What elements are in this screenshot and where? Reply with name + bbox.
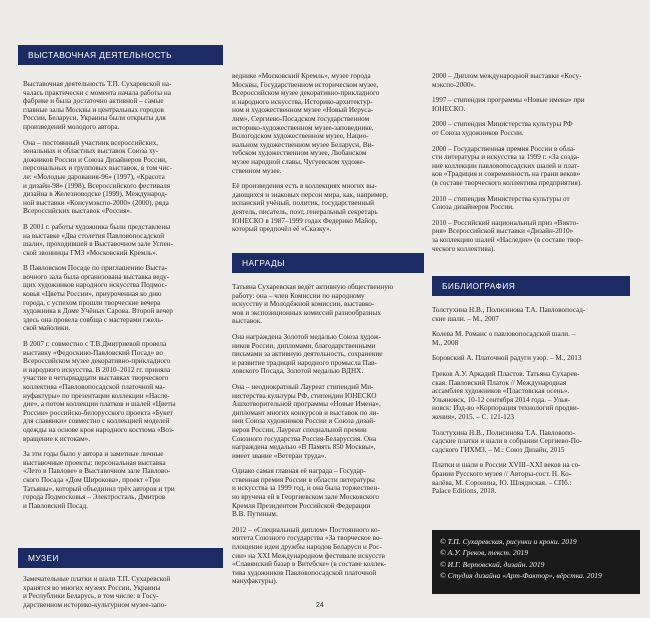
credits-box — [432, 530, 640, 594]
paragraph: В 2001 г. работы художника были представлены на выставке «Два столетия Павловопосадской шали», проходившей в Выставочном зале Успен- ской звонницы ГМЗ «Московский Кремль». — [23, 222, 174, 257]
section-header-exhibitions: ВЫСТАВОЧНАЯ ДЕЯТЕЛЬНОСТЬ — [18, 45, 223, 65]
credit-line: © Т.П. Сухаревская, рисунки и кроки. 2019 — [440, 537, 577, 546]
column-2-bottom — [232, 283, 424, 593]
section-header-museums: МУЗЕИ — [18, 548, 223, 568]
paragraph: веднике «Московский Кремль», музее города Москвы, Государственном историческом музее, Всероссийском музее декоративно-прикладного и народного искусства, Историко-архитектур- ном и художественном музее «Новый Иеруса- лим», Сергиево-Посадском государственном историко-художественном музее-заповеднике, Вологодском художественном музее, Нацио- нальном художественном музее Беларуси, Ви- тебском художественном музее, Любанском музее народной славы, Чугуевском художе- ственном музее. — [232, 72, 380, 175]
page-number: 24 — [316, 602, 324, 609]
bibliography-entry: Колева М. Романс о павловопосадской шали. – М., 2008 — [432, 330, 576, 347]
award-entry: 2000 – стипендия Министерства культуры РФ от Союза художников России. — [432, 120, 573, 137]
paragraph: Татьяна Сухаревская ведёт активную общественную работу: она – член Комиссии по народному искусству и Молодёжной комиссии, выставко- мов и экспозиционных комиссий разнообразных выставок. — [232, 283, 394, 326]
paragraph: Её произведения есть в коллекциях многих вы- дающихся и знаковых персон мира, как, например, испанский учёный, политик, государственный деятель, писатель, поэт, генеральный секретарь ЮНЕСКО в 1987–1999 годах Федерико Майор, который предпочёл её «Сказку». — [232, 182, 388, 234]
paragraph: Замечательные платки и шали Т.П. Сухаревской хранятся во многих музеях России, Украины и Республики Беларусь, в том числе: в Госу- дарственном историко-культурном музее-запо- — [23, 575, 171, 609]
paragraph: Однако самая главная её награда – Государ- ственная премия России в области литературы и искусства за 1999 год, и она была торжествен- но вручена ей в Георгиевском зале Московского Кремля Президентом Российской Федерации В.В. Путиным. — [232, 467, 380, 519]
bibliography-entry: Боровский А. Платочной радуги узор. – М., 2013 — [432, 354, 582, 363]
column-1-bottom — [23, 575, 223, 616]
bibliography-entry: Греков А.У. Аркадий Пластов. Татьяна Сухарев- ская. Павловский Платок // Международная ассамблея художников «Пластовская осень». Ульяновск, 10-12 сентября 2014 года. – Улья- новск: Изд-во «Корпорация технологий продви- жения», 2015. – С. 121-123 — [432, 369, 580, 421]
paragraph: Она – неоднократный Лауреат стипендий Ми- нистерства культуры РФ, стипендии ЮНЕСКО Ашхотворительной программы «Новые Имена», дипломант многих конкурсов и выставок по ли- нии Союза художников России и Союза дизай- неров России, Лауреат специальной премии Союзного государства Россия-Беларуссия. Она награждена медалью «В Память 850 Москвы», имеет звание «Ветеран труда». — [232, 382, 381, 460]
paragraph: За эти годы было у автора и заметные личные выставочные проекты: персональная выставка «Лето в Павлове» в Выставочном зале Павлово- ского Посада «Дом Широкова», проект «Три Татьяны», который объединил трёх авторов и три города Подмосковья – Электросталь, Дмитров и Павловский Посад. — [23, 450, 175, 510]
bibliography-entry: Платки и шали в России XVIII–XXI веков на со- брании Русского музея // Авторы-сост. Н. Ко- валёва, М. Соронина, Ю. Шляднская. – СПб.: Palace Editions, 2018. — [432, 461, 581, 496]
paragraph: Выставочная деятельность Т.П. Сухаревской на- чалась практически с момента начала работы на фабрике и была достаточно активной – самые главные залы Москвы и центральных городов России, Беларуси, Украины были открыты для произведений молодого автора. — [23, 80, 172, 131]
paragraph: Она награждена Золотой медалью Союза худож- ников России, дипломами, благодарственными письмами за активную деятельность, сохранение и развитие традиций народного промысла Пав- ловского Посада, Золотой медалью ВДНХ. — [232, 332, 383, 376]
column-3-bibliography — [432, 306, 630, 503]
section-header-bibliography: БИБЛИОГРАФИЯ — [432, 276, 630, 296]
bibliography-entry: Толстухина Н.В., Полисинова Т.А. Павловопо- садские платки и шали в собрании Сергиево-По- садского ГИХМЗ. – М.: Союз Дизайн, 2015 — [432, 428, 582, 454]
bibliography-entry: Толстухина Н.В., Полисинова Т.А. Павловопосад- ские шали. – М., 2007 — [432, 306, 586, 323]
paragraph: 2012 – «Специальный диплом» Постоянного ко- митета Союзного государства «За творческое во- площение идеи дружбы народов Беларуси и Рос- сии» на XXI Международном фестивале искусств «Славянский базар в Витебске» (в составе коллек- тива художников Павловопосадской платочной мануфактуры). — [232, 525, 387, 586]
paragraph: В 2007 г. совместно с Т.В.Дмитриевой провела выставку «Федоскино-Павловский Посад» во Всероссийском музее декоративно-прикладного и народного искусства. В 2010–2012 гг. приняла участие в четырнадцати выставках творческого коллектива «Павловопосадской платочной ма- нуфактуры» по презентации коллекции «Насле- дие», а потом коллекции платков и шалей «Цветы России» российско-белорусского проекта «Букет для славянки» совместно с коллекцией моделей одежды на основе кроя народного костюма «Воз- вращение к истокам». — [23, 340, 176, 443]
column-1-top — [23, 80, 223, 517]
award-entry: 1997 – стипендия программы «Новые имена» при ЮНЕСКО. — [432, 96, 585, 113]
credit-line: © А.У. Греков, текст. 2019 — [440, 548, 529, 558]
paragraph: В Павловском Посаде по приглашению Выста- вочного зала была организована выставка веду- щих художников народного искусства Подмос- ковья «Цветы России», приуроченная ко дню города, с успехом прошли творческие вечера художника в Доме Учёных Сарова. Второй вечер здесь она провела совбща с мастерами гжель- ской майолики. — [23, 264, 173, 333]
award-entry: 2010 – Российский национальный приз «Викто- рия» Всероссийской выставки «Дизайн-2010» за коллекцию шалей «Наследие» (в составе твор- ческого коллектива). — [432, 218, 583, 253]
column-2-top — [232, 72, 424, 241]
column-3-top — [432, 72, 630, 260]
section-header-awards: НАГРАДЫ — [232, 253, 424, 273]
award-entry: 2000 – Диплом международной выставки «Косу- мэкспо-2000». — [432, 72, 582, 89]
award-entry: 2010 – стипендия Министерства культуры от Союза дизайнеров России. — [432, 194, 570, 212]
credit-line: © И.Г. Верповский, дизайн. 2019 — [440, 559, 545, 569]
award-entry: 2000 – Государственная премия России в обла- сти литературы и искусства за 1999 г. «За созда- ние коллекции павловопосадских шалей и плат- ков «Традиция и современность на грани веков» (в составе творческого коллектива предприятия). — [432, 144, 582, 187]
paragraph: Она – постоянный участник всероссийских, зональных и областных выставок Союза ху- дожников России и Союза Дизайнеров России, персональных и групповых выставок, в том чис- ле: «Молодые дарования-96» (1997), «Красота и дизайн-98» (1998), Всероссийского фестиваля дизайна в Железноводске (1999), Международ- ной выставки «Консумэкспо-2000» (2000), ряда Всероссийских выставок «Россия». — [23, 138, 172, 216]
credit-line: © Студия дизайна «Арт-Фактор», вёрстка. 2019 — [440, 570, 602, 580]
